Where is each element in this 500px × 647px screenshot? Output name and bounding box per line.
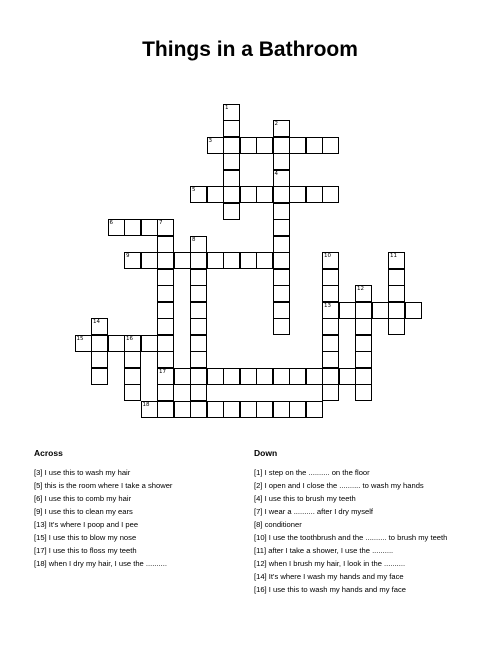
across-clue — [34, 520, 234, 529]
grid-cell[interactable] — [388, 269, 405, 286]
grid-cell[interactable] — [223, 170, 240, 187]
grid-cell[interactable] — [355, 351, 372, 368]
grid-cell[interactable] — [190, 252, 207, 269]
grid-cell[interactable] — [207, 368, 224, 385]
grid-cell[interactable] — [322, 186, 339, 203]
clue-number-label: [1] — [254, 468, 263, 477]
clue-text: I use this to wash my hands and my face — [268, 585, 406, 594]
down-clue — [254, 481, 476, 490]
grid-cell[interactable] — [273, 153, 290, 170]
clue-number-label: [7] — [254, 507, 263, 516]
clue-number-label: [6] — [34, 494, 43, 503]
across-clue — [34, 494, 234, 503]
grid-cell[interactable] — [190, 368, 207, 385]
across-clue — [34, 559, 234, 568]
down-clue-list — [254, 468, 476, 594]
grid-cell[interactable] — [355, 384, 372, 401]
grid-cell[interactable] — [207, 252, 224, 269]
grid-cell[interactable] — [273, 137, 290, 154]
grid-cell[interactable] — [256, 137, 273, 154]
grid-cell[interactable] — [289, 137, 306, 154]
across-clue — [34, 507, 234, 516]
down-heading: Down — [254, 448, 278, 458]
down-clue — [254, 546, 476, 555]
clue-number: 15 — [76, 335, 84, 342]
clue-number: 5 — [192, 187, 196, 193]
grid-cell[interactable] — [273, 186, 290, 203]
grid-cell[interactable] — [273, 368, 290, 385]
clue-number-label: [18] — [34, 559, 47, 568]
grid-cell[interactable] — [174, 401, 191, 418]
grid-cell[interactable] — [124, 335, 141, 352]
grid-cell[interactable] — [190, 186, 207, 203]
grid-cell[interactable] — [157, 401, 174, 418]
clue-number-label: [14] — [254, 572, 267, 581]
grid-cell[interactable] — [273, 203, 290, 220]
grid-cell[interactable] — [223, 153, 240, 170]
grid-cell[interactable] — [91, 335, 108, 352]
grid-cell[interactable] — [322, 285, 339, 302]
grid-cell[interactable] — [91, 351, 108, 368]
grid-cell[interactable] — [157, 252, 174, 269]
grid-cell[interactable] — [124, 384, 141, 401]
grid-cell[interactable] — [355, 368, 372, 385]
grid-cell[interactable] — [190, 269, 207, 286]
grid-cell[interactable] — [141, 219, 158, 236]
grid-cell[interactable] — [256, 252, 273, 269]
grid-cell[interactable] — [322, 269, 339, 286]
grid-cell[interactable] — [322, 302, 339, 319]
puzzle-title: Things in a Bathroom — [142, 38, 358, 61]
down-clues — [254, 448, 476, 598]
across-clue-list — [34, 468, 234, 568]
grid-cell[interactable] — [289, 368, 306, 385]
clue-number-label: [16] — [254, 585, 267, 594]
grid-cell[interactable] — [207, 401, 224, 418]
grid-cell[interactable] — [322, 335, 339, 352]
grid-cell[interactable] — [256, 401, 273, 418]
grid-cell[interactable] — [207, 186, 224, 203]
grid-cell[interactable] — [223, 120, 240, 137]
grid-cell[interactable] — [190, 401, 207, 418]
grid-cell[interactable] — [223, 104, 240, 121]
grid-cell[interactable] — [240, 186, 257, 203]
across-clues — [34, 448, 234, 572]
clue-number: 17 — [159, 368, 166, 375]
grid-cell[interactable] — [322, 252, 339, 269]
clue-text: I use this to floss my teeth — [48, 546, 137, 555]
clue-text: I use this to comb my hair — [44, 494, 132, 503]
grid-cell[interactable] — [223, 252, 240, 269]
grid-cell[interactable] — [388, 318, 405, 335]
clue-text: I use this to brush my teeth — [264, 494, 356, 503]
grid-cell[interactable] — [124, 351, 141, 368]
clue-number: 16 — [126, 335, 133, 342]
grid-cell[interactable] — [190, 335, 207, 352]
grid-cell[interactable] — [273, 401, 290, 418]
grid-cell[interactable] — [190, 318, 207, 335]
grid-cell[interactable] — [339, 302, 356, 319]
grid-cell[interactable] — [91, 318, 108, 335]
grid-cell[interactable] — [157, 318, 174, 335]
grid-cell[interactable] — [157, 269, 174, 286]
clue-text: this is the room where I take a shower — [44, 481, 173, 490]
grid-cell[interactable] — [273, 285, 290, 302]
grid-cell[interactable] — [141, 252, 158, 269]
across-clue — [34, 481, 234, 490]
clue-number: 10 — [324, 253, 331, 259]
across-clue — [34, 533, 234, 542]
grid-cell[interactable] — [339, 368, 356, 385]
grid-cell[interactable] — [322, 384, 339, 401]
clue-number-label: [10] — [254, 533, 267, 542]
grid-cell[interactable] — [322, 351, 339, 368]
grid-cell[interactable] — [141, 335, 158, 352]
grid-cell[interactable] — [388, 285, 405, 302]
clue-number-label: [2] — [254, 481, 263, 490]
grid-cell[interactable] — [157, 384, 174, 401]
grid-cell[interactable] — [223, 186, 240, 203]
grid-cell[interactable] — [108, 335, 125, 352]
grid-cell[interactable] — [223, 137, 240, 154]
grid-cell[interactable] — [355, 285, 372, 302]
grid-cell[interactable] — [273, 269, 290, 286]
grid-cell[interactable] — [256, 186, 273, 203]
grid-cell[interactable] — [240, 137, 257, 154]
grid-cell[interactable] — [75, 335, 92, 352]
clue-number: 14 — [93, 319, 100, 325]
clue-number: 8 — [192, 236, 196, 243]
grid-cell[interactable] — [207, 137, 224, 154]
clue-number-label: [12] — [254, 559, 267, 568]
clue-number: 12 — [357, 286, 364, 292]
grid-cell[interactable] — [355, 302, 372, 319]
clue-number-label: [11] — [254, 546, 267, 555]
down-clue — [254, 494, 476, 503]
down-clue — [254, 585, 476, 594]
clue-number: 7 — [159, 220, 163, 226]
clue-text: I use this to blow my nose — [48, 533, 137, 542]
clue-text: I open and I close the .......... to wash my hands — [264, 481, 424, 490]
grid-cell[interactable] — [388, 302, 405, 319]
across-heading: Across — [34, 448, 63, 458]
grid-cell[interactable] — [355, 335, 372, 352]
down-clue — [254, 520, 476, 529]
clue-text: I use this to wash my hair — [44, 468, 131, 477]
grid-cell[interactable] — [157, 335, 174, 352]
grid-cell[interactable] — [157, 236, 174, 253]
grid-cell[interactable] — [388, 252, 405, 269]
grid-cell[interactable] — [256, 368, 273, 385]
clue-text: conditioner — [264, 520, 302, 529]
grid-cell[interactable] — [273, 170, 290, 187]
clue-text: when I dry my hair, I use the .......... — [48, 559, 167, 568]
clue-text: I use the toothbrush and the .......... to brush my teeth — [268, 533, 448, 542]
clue-number: 1 — [225, 104, 229, 111]
clue-number: 6 — [109, 220, 113, 226]
clue-text: It's where I wash my hands and my face — [268, 572, 404, 581]
clue-number: 4 — [274, 170, 278, 177]
clue-number-label: [15] — [34, 533, 47, 542]
grid-cell[interactable] — [322, 368, 339, 385]
grid-cell[interactable] — [273, 318, 290, 335]
grid-cell[interactable] — [108, 219, 125, 236]
grid-cell[interactable] — [240, 401, 257, 418]
grid-cell[interactable] — [405, 302, 422, 319]
grid-cell[interactable] — [273, 120, 290, 137]
grid-cell[interactable] — [190, 236, 207, 253]
clue-text: after I take a shower, I use the .......... — [268, 546, 394, 555]
grid-cell[interactable] — [273, 219, 290, 236]
grid-cell[interactable] — [273, 302, 290, 319]
clue-number-label: [5] — [34, 481, 43, 490]
clue-number: 18 — [142, 401, 150, 408]
down-clue — [254, 507, 476, 516]
grid-cell[interactable] — [322, 318, 339, 335]
grid-cell[interactable] — [190, 384, 207, 401]
grid-cell[interactable] — [157, 351, 174, 368]
grid-cell[interactable] — [355, 318, 372, 335]
clue-number-label: [13] — [34, 520, 47, 529]
grid-cell[interactable] — [223, 401, 240, 418]
grid-cell[interactable] — [190, 351, 207, 368]
grid-cell[interactable] — [190, 285, 207, 302]
grid-cell[interactable] — [306, 137, 323, 154]
across-clue — [34, 546, 234, 555]
clue-number: 2 — [274, 121, 278, 127]
grid-cell[interactable] — [157, 285, 174, 302]
down-clue — [254, 572, 476, 581]
grid-cell[interactable] — [174, 368, 191, 385]
clue-number-label: [3] — [34, 468, 43, 477]
grid-cell[interactable] — [306, 186, 323, 203]
grid-cell[interactable] — [273, 252, 290, 269]
clue-text: It's where I poop and I pee — [48, 520, 139, 529]
grid-cell[interactable] — [289, 401, 306, 418]
clue-text: I wear a .......... after I dry myself — [264, 507, 374, 516]
clue-number-label: [4] — [254, 494, 263, 503]
clue-text: when I brush my hair, I look in the .......... — [268, 559, 406, 568]
grid-cell[interactable] — [190, 302, 207, 319]
grid-cell[interactable] — [223, 368, 240, 385]
across-clue — [34, 468, 234, 477]
grid-cell[interactable] — [240, 368, 257, 385]
clue-number: 3 — [208, 137, 212, 144]
grid-cell[interactable] — [157, 219, 174, 236]
down-clue — [254, 468, 476, 477]
clue-number-label: [8] — [254, 520, 263, 529]
grid-cell[interactable] — [174, 252, 191, 269]
clue-text: I use this to clean my ears — [44, 507, 133, 516]
grid-cell[interactable] — [141, 401, 158, 418]
grid-cell[interactable] — [223, 203, 240, 220]
grid-cell[interactable] — [157, 302, 174, 319]
down-clue — [254, 559, 476, 568]
grid-cell[interactable] — [124, 219, 141, 236]
clue-number: 13 — [324, 302, 331, 309]
clue-text: I step on the .......... on the floor — [264, 468, 370, 477]
grid-cell[interactable] — [372, 302, 389, 319]
grid-cell[interactable] — [240, 252, 257, 269]
clue-number-label: [17] — [34, 546, 47, 555]
grid-cell[interactable] — [322, 137, 339, 154]
grid-cell[interactable] — [91, 368, 108, 385]
clue-number: 11 — [390, 253, 397, 259]
clue-number-label: [9] — [34, 507, 43, 516]
grid-cell[interactable] — [273, 236, 290, 253]
grid-cell[interactable] — [124, 368, 141, 385]
grid-cell[interactable] — [306, 401, 323, 418]
grid-cell[interactable] — [157, 368, 174, 385]
clue-number: 9 — [126, 253, 130, 259]
grid-cell[interactable] — [306, 368, 323, 385]
grid-cell[interactable] — [289, 186, 306, 203]
grid-cell[interactable] — [124, 252, 141, 269]
down-clue — [254, 533, 476, 542]
